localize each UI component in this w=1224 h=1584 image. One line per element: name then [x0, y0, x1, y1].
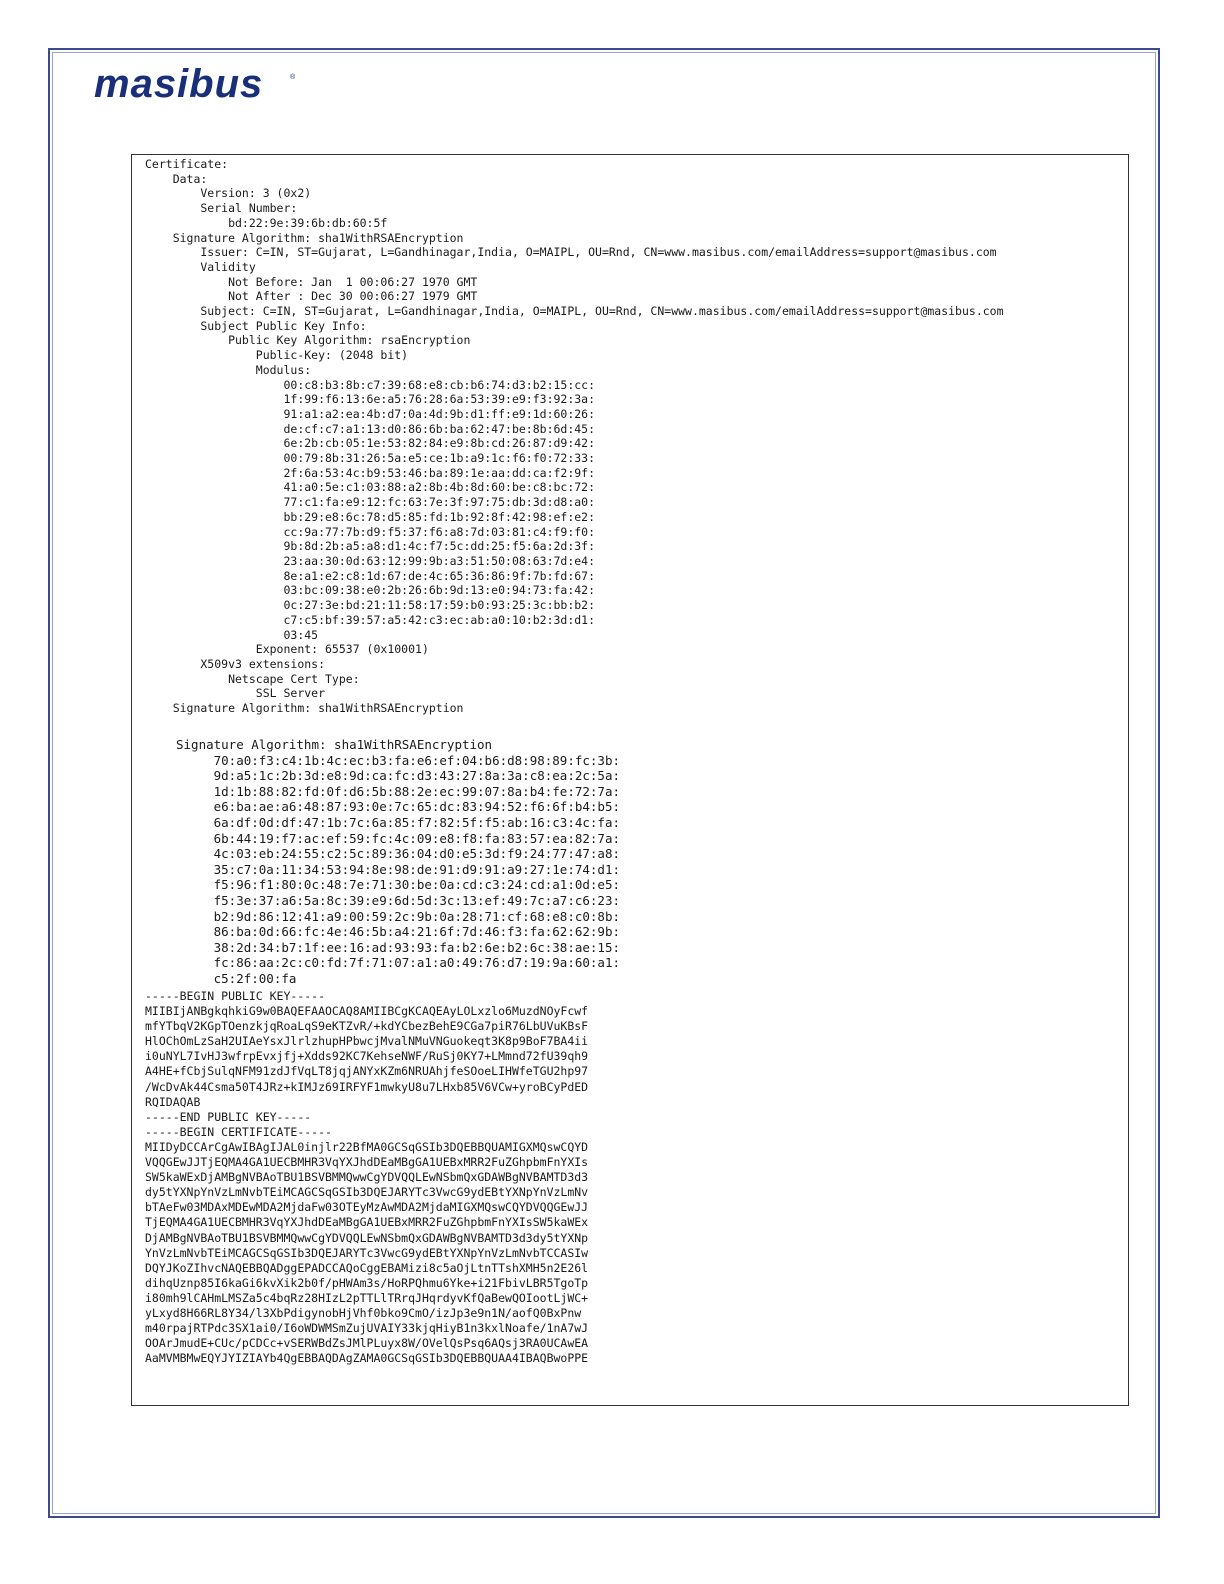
certificate-line: Public-Key: (2048 bit) — [145, 348, 409, 363]
signature-line: 4c:03:eb:24:55:c2:5c:89:36:04:d0:e5:3d:f9:24:77:47:a8: — [176, 846, 621, 862]
certificate-line: X509v3 extensions: — [145, 656, 326, 671]
certificate-line: cc:9a:77:7b:d9:f5:37:f6:a8:7d:03:81:c4:f9:f0: — [145, 524, 596, 539]
signature-line: 35:c7:0a:11:34:53:94:8e:98:de:91:d9:91:a9:27:1e:74:d1: — [176, 861, 621, 877]
pem-line: /WcDvAk44Csma50T4JRz+kIMJz69IRFYF1mwkyU8u7LHxb85V6VCw+yroBCyPdED — [145, 1079, 589, 1094]
pem-line: dy5tYXNpYnVzLmNvbTEiMCAGCSqGSIb3DQEJARYTc3VwcG9ydEBtYXNpYnVzLmNv — [145, 1185, 589, 1200]
signature-line: b2:9d:86:12:41:a9:00:59:2c:9b:0a:28:71:cf:68:e8:c0:8b: — [176, 908, 621, 924]
pem-line: A4HE+fCbjSulqNFM91zdJfVqLT8jqjANYxKZm6NRUAhjfeSOoeLIHWfeTGU2hp97 — [145, 1064, 589, 1079]
signature-line: e6:ba:ae:a6:48:87:93:0e:7c:65:dc:83:94:52:f6:6f:b4:b5: — [176, 799, 621, 815]
certificate-details — [145, 157, 1004, 716]
certificate-line: Netscape Cert Type: — [145, 671, 360, 686]
signature-line: 70:a0:f3:c4:1b:4c:ec:b3:fa:e6:ef:04:b6:d8:98:89:fc:3b: — [176, 752, 621, 768]
pem-line: -----END PUBLIC KEY----- — [145, 1109, 312, 1124]
certificate-line: 23:aa:30:0d:63:12:99:9b:a3:51:50:08:63:7d:e4: — [145, 553, 596, 568]
certificate-line: 41:a0:5e:c1:03:88:a2:8b:4b:8d:60:be:c8:bc:72: — [145, 480, 596, 495]
signature-line: 38:2d:34:b7:1f:ee:16:ad:93:93:fa:b2:6e:b2:6c:38:ae:15: — [176, 939, 621, 955]
certificate-line: Data: — [145, 171, 208, 186]
signature-line: 6b:44:19:f7:ac:ef:59:fc:4c:09:e8:f8:fa:83:57:ea:82:7a: — [176, 830, 621, 846]
pem-line: YnVzLmNvbTEiMCAGCSqGSIb3DQEJARYTc3VwcG9ydEBtYXNpYnVzLmNvbTCCASIw — [145, 1245, 589, 1260]
pem-line: i80mh9lCAHmLMSZa5c4bqRz28HIzL2pTTLlTRrqJHqrdyvKfQaBewQOIootLjWC+ — [145, 1290, 589, 1305]
certificate-line: Modulus: — [145, 362, 312, 377]
certificate-line: bd:22:9e:39:6b:db:60:5f — [145, 215, 388, 230]
pem-line: m40rpajRTPdc3SX1ai0/I6oWDWMSmZujUVAIY33kjqHiyB1n3kxlNoafe/1nA7wJ — [145, 1321, 589, 1336]
pem-line: i0uNYL7IvHJ3wfrpEvxjfj+Xdds92KC7KehseNWF/RuSj0KY7+LMmnd72fU39qh9 — [145, 1049, 589, 1064]
certificate-line: Issuer: C=IN, ST=Gujarat, L=Gandhinagar,India, O=MAIPL, OU=Rnd, CN=www.masibus.com/emailAddress=support@masibus.com — [145, 245, 997, 260]
certificate-line: Public Key Algorithm: rsaEncryption — [145, 333, 471, 348]
pem-line: VQQGEwJJTjEQMA4GA1UECBMHR3VqYXJhdDEaMBgGA1UEBxMRR2FuZGhpbmFnYXIs — [145, 1155, 589, 1170]
certificate-line: Signature Algorithm: sha1WithRSAEncryption — [145, 230, 464, 245]
certificate-line: 00:c8:b3:8b:c7:39:68:e8:cb:b6:74:d3:b2:15:cc: — [145, 377, 596, 392]
certificate-line: Certificate: — [145, 157, 229, 171]
certificate-line: 03:bc:09:38:e0:2b:26:6b:9d:13:e0:94:73:fa:42: — [145, 583, 596, 598]
pem-line: DQYJKoZIhvcNAQEBBQADggEPADCCAQoCggEBAMizi8c5aOjLtnTTshXMH5n2E26l — [145, 1260, 589, 1275]
certificate-line: 0c:27:3e:bd:21:11:58:17:59:b0:93:25:3c:bb:b2: — [145, 598, 596, 613]
signature-line: fc:86:aa:2c:c0:fd:7f:71:07:a1:a0:49:76:d7:19:9a:60:a1: — [176, 955, 621, 971]
signature-line: 86:ba:0d:66:fc:4e:46:5b:a4:21:6f:7d:46:f3:fa:62:62:9b: — [176, 924, 621, 940]
certificate-line: Subject: C=IN, ST=Gujarat, L=Gandhinagar,India, O=MAIPL, OU=Rnd, CN=www.masibus.com/emailAddress=support@masibus.com — [145, 304, 1004, 319]
pem-line: mfYTbqV2KGpTOenzkjqRoaLqS9eKTZvR/+kdYCbezBehE9CGa7piR76LbUVuKBsF — [145, 1019, 589, 1034]
pem-line: MIIDyDCCArCgAwIBAgIJAL0injlr22BfMA0GCSqGSIb3DQEBBQUAMIGXMQswCQYD — [145, 1139, 589, 1154]
pem-line: -----BEGIN CERTIFICATE----- — [145, 1124, 332, 1139]
certificate-line: 03:45 — [145, 627, 319, 642]
pem-line: OOArJmudE+CUc/pCDCc+vSERWBdZsJMlPLuyx8W/OVelQsPsq6AQsj3RA0UCAwEA — [145, 1336, 589, 1351]
certificate-line: 77:c1:fa:e9:12:fc:63:7e:3f:97:75:db:3d:d8:a0: — [145, 495, 596, 510]
registered-mark: ® — [290, 74, 296, 81]
certificate-screenshot — [131, 154, 1129, 1406]
pem-line: DjAMBgNVBAoTBU1BSVBMMQwwCgYDVQQLEwNSbmQxGDAWBgNVBAMTD3d3dy5tYXNp — [145, 1230, 589, 1245]
certificate-line: bb:29:e8:6c:78:d5:85:fd:1b:92:8f:42:98:ef:e2: — [145, 509, 596, 524]
signature-line: 9d:a5:1c:2b:3d:e8:9d:ca:fc:d3:43:27:8a:3a:c8:ea:2c:5a: — [176, 768, 621, 784]
certificate-line: 6e:2b:cb:05:1e:53:82:84:e9:8b:cd:26:87:d9:42: — [145, 436, 596, 451]
signature-block — [176, 737, 620, 987]
pem-line: -----BEGIN PUBLIC KEY----- — [145, 989, 326, 1003]
certificate-line: SSL Server — [145, 686, 326, 701]
pem-line: TjEQMA4GA1UECBMHR3VqYXJhdDEaMBgGA1UEBxMRR2FuZGhpbmFnYXIsSW5kaWEx — [145, 1215, 589, 1230]
certificate-line: Validity — [145, 259, 256, 274]
pem-line: HlOChOmLzSaH2UIAeYsxJlrlzhupHPbwcjMvalNMuVNGuokeqt3K8p9BoF7BA4ii — [145, 1034, 589, 1049]
pem-line: RQIDAQAB — [145, 1094, 201, 1109]
pem-block — [145, 989, 588, 1366]
certificate-line: Signature Algorithm: sha1WithRSAEncryption — [145, 701, 464, 716]
signature-line: f5:3e:37:a6:5a:8c:39:e9:6d:5d:3c:13:ef:49:7c:a7:c6:23: — [176, 892, 621, 908]
certificate-line: 00:79:8b:31:26:5a:e5:ce:1b:a9:1c:f6:f0:72:33: — [145, 451, 596, 466]
pem-line: SW5kaWExDjAMBgNVBAoTBU1BSVBMMQwwCgYDVQQLEwNSbmQxGDAWBgNVBAMTD3d3 — [145, 1170, 589, 1185]
pem-line: bTAeFw03MDAxMDEwMDA2MjdaFw03OTEyMzAwMDA2MjdaMIGXMQswCQYDVQQGEwJJ — [145, 1200, 589, 1215]
signature-line: 1d:1b:88:82:fd:0f:d6:5b:88:2e:ec:99:07:8a:b4:fe:72:7a: — [176, 783, 621, 799]
certificate-line: Serial Number: — [145, 201, 298, 216]
certificate-line: Exponent: 65537 (0x10001) — [145, 642, 429, 657]
pem-line: yLxyd8H66RL8Y34/l3XbPdigynobHjVhf0bko9CmO/izJp3e9n1N/aofQ0BxPnw — [145, 1305, 582, 1320]
pem-line: dihqUznp85I6kaGi6kvXik2b0f/pHWAm3s/HoRPQhmu6Yke+i21FbivLBR5TgoTp — [145, 1275, 589, 1290]
certificate-line: Version: 3 (0x2) — [145, 186, 312, 201]
signature-line: c5:2f:00:fa — [176, 970, 297, 986]
certificate-line: 9b:8d:2b:a5:a8:d1:4c:f7:5c:dd:25:f5:6a:2d:3f: — [145, 539, 596, 554]
certificate-line: c7:c5:bf:39:57:a5:42:c3:ec:ab:a0:10:b2:3d:d1: — [145, 612, 596, 627]
signature-line: Signature Algorithm: sha1WithRSAEncryption — [176, 737, 493, 752]
signature-line: 6a:df:0d:df:47:1b:7c:6a:85:f7:82:5f:f5:ab:16:c3:4c:fa: — [176, 814, 621, 830]
certificate-line: de:cf:c7:a1:13:d0:86:6b:ba:62:47:be:8b:6d:45: — [145, 421, 596, 436]
certificate-line: Not After : Dec 30 00:06:27 1979 GMT — [145, 289, 478, 304]
certificate-line: Subject Public Key Info: — [145, 318, 367, 333]
signature-line: f5:96:f1:80:0c:48:7e:71:30:be:0a:cd:c3:24:cd:a1:0d:e5: — [176, 877, 621, 893]
certificate-line: 91:a1:a2:ea:4b:d7:0a:4d:9b:d1:ff:e9:1d:60:26: — [145, 406, 596, 421]
masibus-logo: masibus — [94, 62, 264, 106]
certificate-line: Not Before: Jan 1 00:06:27 1970 GMT — [145, 274, 478, 289]
certificate-line: 2f:6a:53:4c:b9:53:46:ba:89:1e:aa:dd:ca:f2:9f: — [145, 465, 596, 480]
pem-line: MIIBIjANBgkqhkiG9w0BAQEFAAOCAQ8AMIIBCgKCAQEAyLOLxzlo6MuzdNOyFcwf — [145, 1004, 589, 1019]
pem-line: AaMVMBMwEQYJYIZIAYb4QgEBBAQDAgZAMA0GCSqGSIb3DQEBBQUAA4IBAQBwoPPE — [145, 1351, 589, 1366]
certificate-line: 1f:99:f6:13:6e:a5:76:28:6a:53:39:e9:f3:92:3a: — [145, 392, 596, 407]
certificate-line: 8e:a1:e2:c8:1d:67:de:4c:65:36:86:9f:7b:fd:67: — [145, 568, 596, 583]
